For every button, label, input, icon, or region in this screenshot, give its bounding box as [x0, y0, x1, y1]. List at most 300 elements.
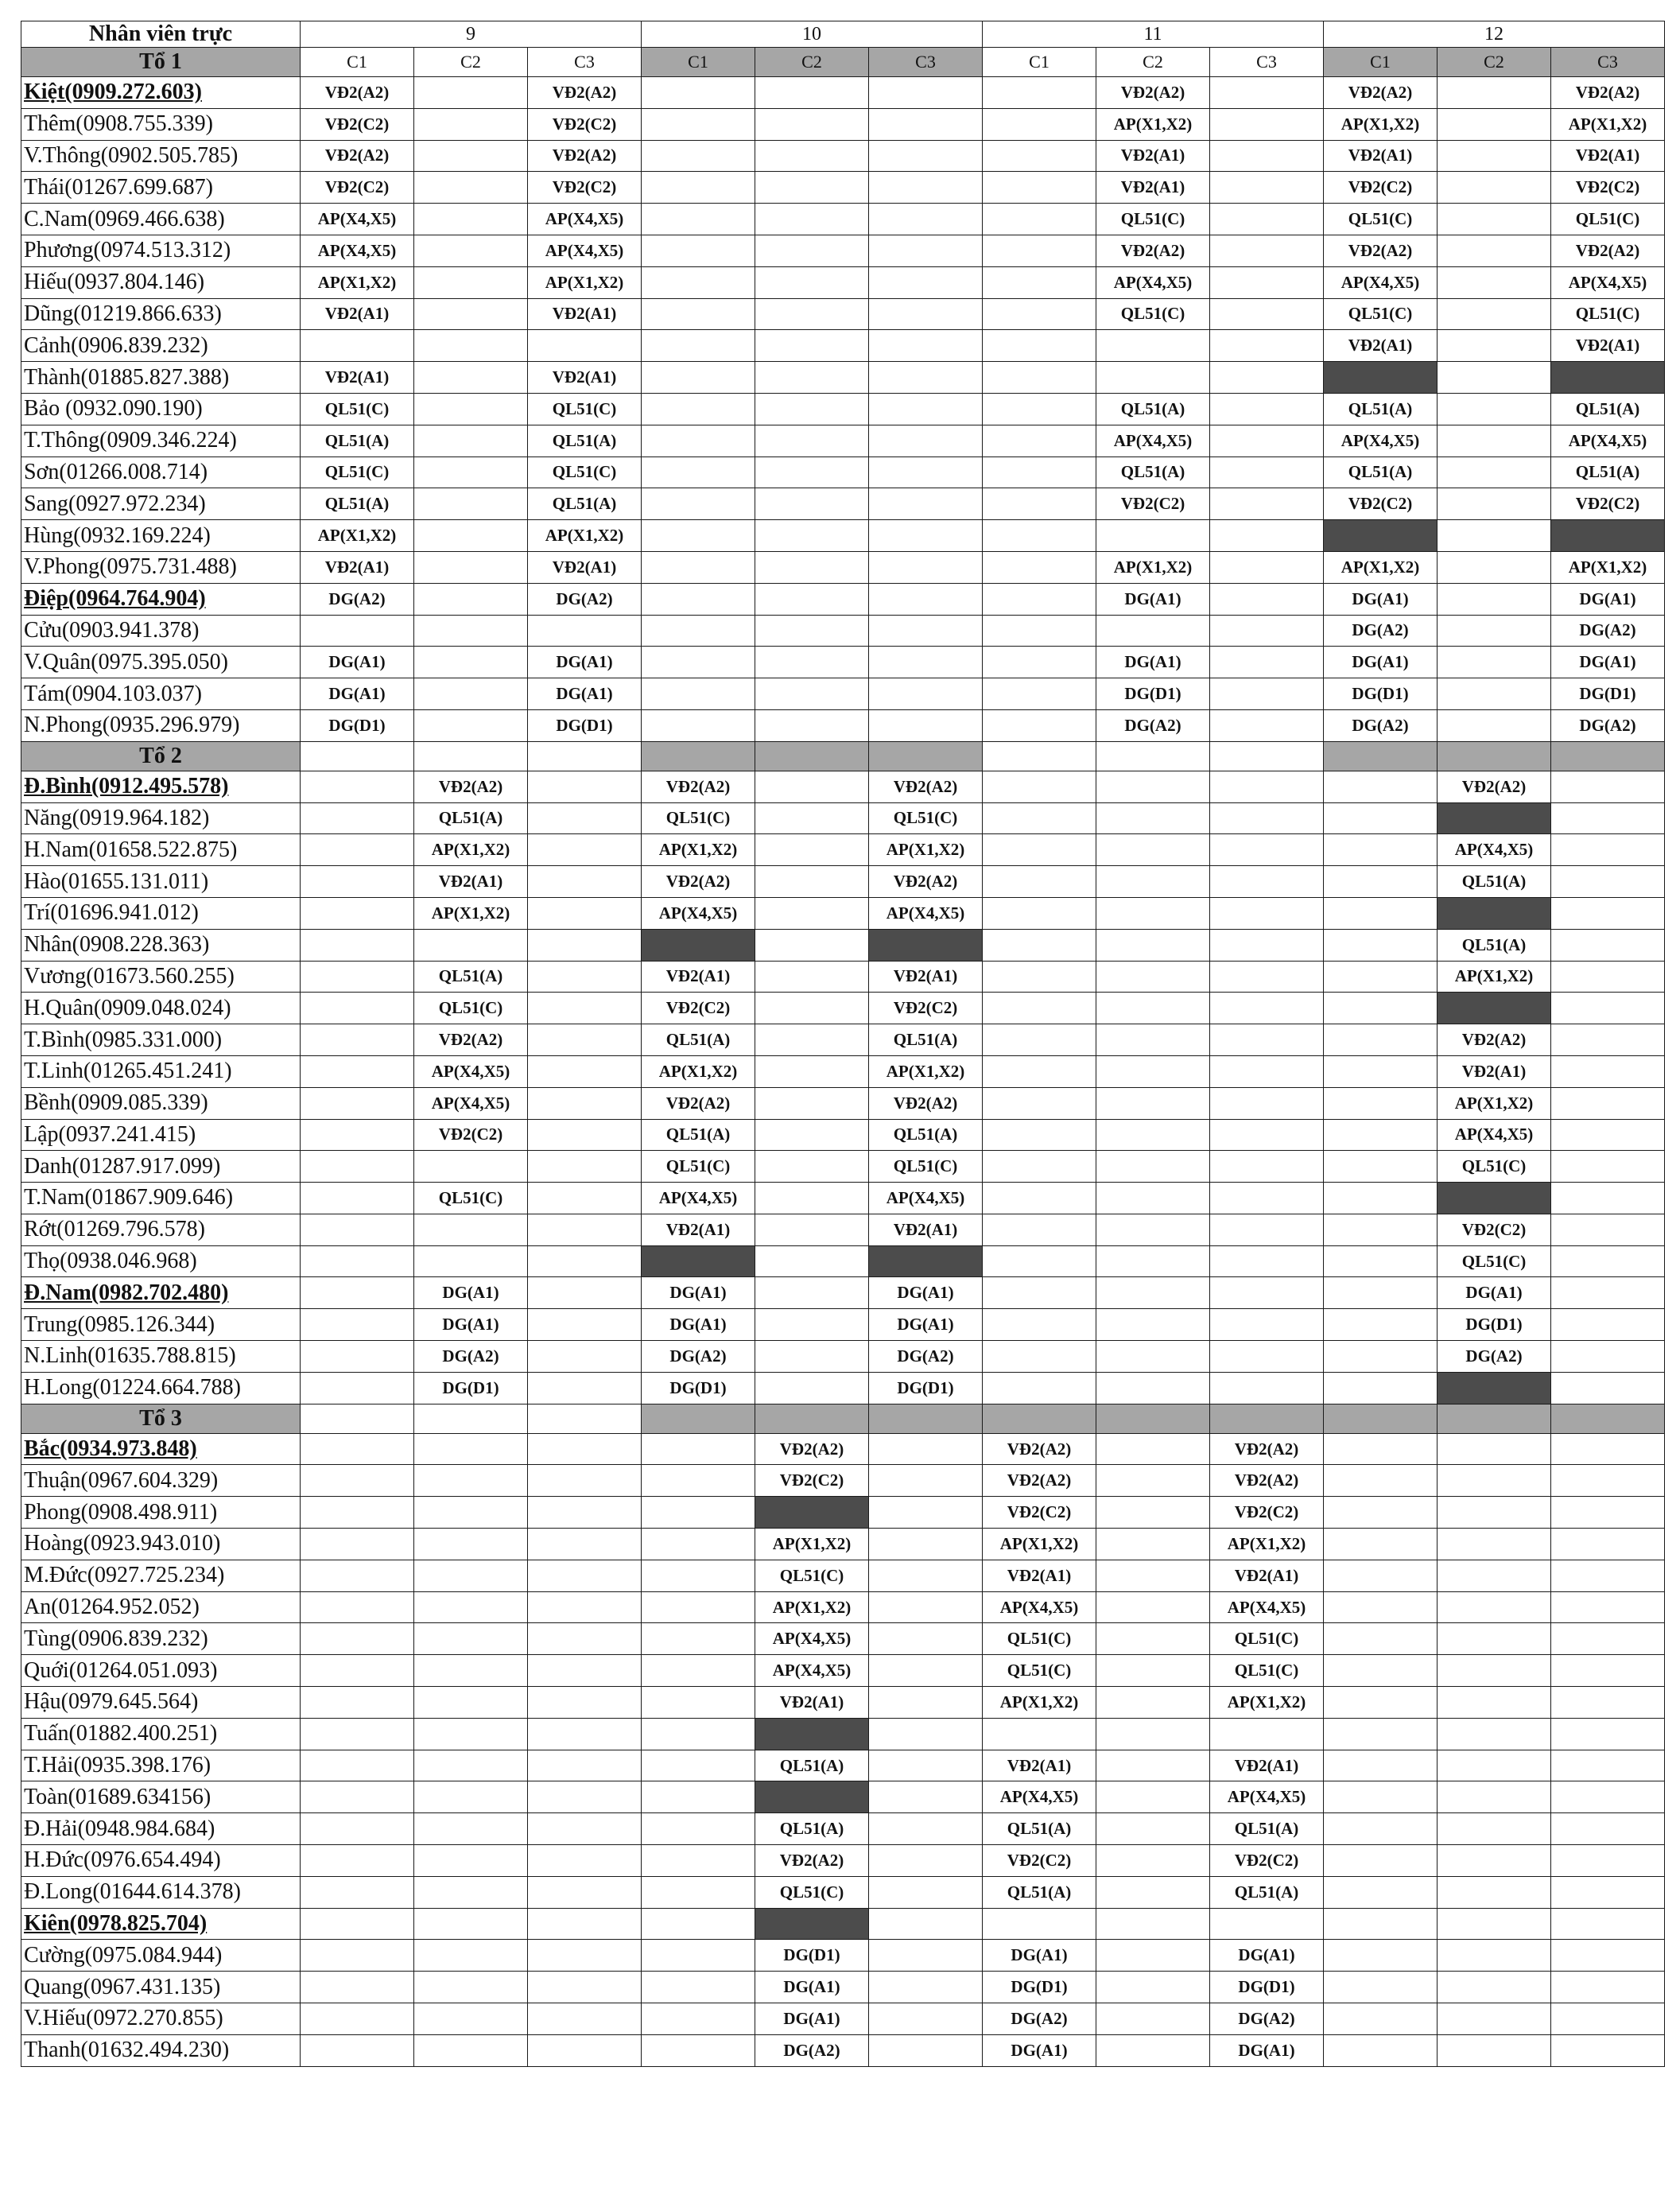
table-row — [21, 615, 1665, 647]
blocked-cell — [642, 1245, 755, 1277]
assignment-cell: VĐ2(A1) — [1210, 1560, 1324, 1591]
assignment-cell — [414, 457, 528, 488]
assignment-cell: AP(X4,X5) — [642, 897, 755, 929]
assignment-cell — [1438, 709, 1551, 741]
assignment-cell: VĐ2(A2) — [983, 1465, 1096, 1497]
staff-name: T.Linh(01265.451.241) — [21, 1055, 301, 1087]
assignment-cell — [528, 1214, 642, 1245]
table-row — [21, 362, 1665, 394]
assignment-cell — [1438, 1940, 1551, 1972]
assignment-cell — [1438, 1876, 1551, 1908]
assignment-cell — [528, 1845, 642, 1877]
staff-name: T.Thông(0909.346.224) — [21, 425, 301, 457]
assignment-cell — [528, 1309, 642, 1341]
assignment-cell: QL51(C) — [1324, 204, 1438, 235]
assignment-cell — [642, 2003, 755, 2035]
assignment-cell — [983, 1908, 1096, 1940]
assignment-cell — [755, 771, 869, 802]
assignment-cell — [301, 1087, 414, 1119]
assignment-cell — [869, 266, 983, 298]
assignment-cell — [1551, 1940, 1665, 1972]
assignment-cell — [1551, 1529, 1665, 1560]
assignment-cell — [642, 362, 755, 394]
shift-header — [528, 1404, 642, 1433]
assignment-cell — [1096, 330, 1210, 362]
staff-name: Cường(0975.084.944) — [21, 1940, 301, 1972]
assignment-cell — [642, 1908, 755, 1940]
assignment-cell — [642, 1591, 755, 1623]
assignment-cell — [1210, 678, 1324, 710]
assignment-cell: AP(X4,X5) — [528, 204, 642, 235]
day-header: 12 — [1324, 21, 1665, 48]
team-lead-name: Đ.Bình(0912.495.578) — [21, 771, 301, 802]
table-row — [21, 488, 1665, 520]
assignment-cell — [642, 393, 755, 425]
assignment-cell: DG(A2) — [1551, 615, 1665, 647]
assignment-cell — [528, 1687, 642, 1719]
assignment-cell: DG(A1) — [1096, 647, 1210, 678]
assignment-cell — [1551, 1151, 1665, 1183]
assignment-cell: DG(A1) — [869, 1309, 983, 1341]
shift-header — [1096, 741, 1210, 771]
assignment-cell: AP(X1,X2) — [1096, 108, 1210, 140]
blocked-cell — [1438, 1372, 1551, 1404]
staff-name: Thuận(0967.604.329) — [21, 1465, 301, 1497]
assignment-cell — [983, 108, 1096, 140]
assignment-cell — [1210, 362, 1324, 394]
blocked-cell — [1438, 993, 1551, 1024]
assignment-cell — [869, 583, 983, 615]
assignment-cell — [1096, 1687, 1210, 1719]
staff-name: Thọ(0938.046.968) — [21, 1245, 301, 1277]
assignment-cell: AP(X1,X2) — [414, 897, 528, 929]
assignment-cell — [528, 1718, 642, 1750]
assignment-cell — [414, 1845, 528, 1877]
assignment-cell — [642, 1560, 755, 1591]
table-row — [21, 1908, 1665, 1940]
staff-name: Hùng(0932.169.224) — [21, 520, 301, 552]
assignment-cell: AP(X1,X2) — [1210, 1687, 1324, 1719]
assignment-cell — [528, 929, 642, 961]
day-header: 9 — [301, 21, 642, 48]
assignment-cell — [1096, 1341, 1210, 1373]
table-row — [21, 1341, 1665, 1373]
assignment-cell — [983, 1214, 1096, 1245]
assignment-cell — [301, 1309, 414, 1341]
assignment-cell — [1438, 393, 1551, 425]
staff-name: Trí(01696.941.012) — [21, 897, 301, 929]
assignment-cell — [414, 615, 528, 647]
assignment-cell: VĐ2(C2) — [414, 1119, 528, 1151]
assignment-cell — [1324, 2034, 1438, 2066]
assignment-cell — [1324, 1309, 1438, 1341]
assignment-cell — [528, 1623, 642, 1655]
assignment-cell: AP(X1,X2) — [983, 1529, 1096, 1560]
assignment-cell: AP(X4,X5) — [301, 235, 414, 266]
assignment-cell — [1551, 2034, 1665, 2066]
assignment-cell: VĐ2(A2) — [869, 771, 983, 802]
assignment-cell: QL51(C) — [1551, 298, 1665, 330]
assignment-cell: AP(X1,X2) — [983, 1687, 1096, 1719]
assignment-cell — [1096, 1940, 1210, 1972]
assignment-cell — [301, 1433, 414, 1465]
assignment-cell — [1551, 1781, 1665, 1813]
assignment-cell — [414, 583, 528, 615]
assignment-cell — [755, 1245, 869, 1277]
staff-name: Dũng(01219.866.633) — [21, 298, 301, 330]
assignment-cell — [642, 1813, 755, 1845]
table-row — [21, 1560, 1665, 1591]
staff-name: H.Long(01224.664.788) — [21, 1372, 301, 1404]
assignment-cell: VĐ2(C2) — [1551, 488, 1665, 520]
group-header-row — [21, 741, 1665, 771]
assignment-cell — [414, 1151, 528, 1183]
assignment-cell: VĐ2(C2) — [528, 108, 642, 140]
assignment-cell — [1324, 1940, 1438, 1972]
assignment-cell — [1438, 2003, 1551, 2035]
assignment-cell — [1096, 1277, 1210, 1309]
staff-header-title: Nhân viên trực — [21, 21, 301, 48]
assignment-cell: AP(X4,X5) — [301, 204, 414, 235]
assignment-cell — [1324, 1183, 1438, 1214]
staff-name: Rớt(01269.796.578) — [21, 1214, 301, 1245]
blocked-cell — [869, 1245, 983, 1277]
assignment-cell — [414, 1497, 528, 1529]
assignment-cell — [983, 393, 1096, 425]
assignment-cell: AP(X1,X2) — [755, 1529, 869, 1560]
assignment-cell — [1210, 929, 1324, 961]
assignment-cell: QL51(C) — [528, 457, 642, 488]
assignment-cell — [755, 204, 869, 235]
shift-header: C3 — [528, 48, 642, 77]
assignment-cell — [528, 897, 642, 929]
assignment-cell: QL51(A) — [301, 488, 414, 520]
assignment-cell: QL51(C) — [1096, 298, 1210, 330]
assignment-cell — [642, 457, 755, 488]
assignment-cell — [1324, 1245, 1438, 1277]
table-row — [21, 647, 1665, 678]
assignment-cell: QL51(C) — [1210, 1623, 1324, 1655]
table-row — [21, 1465, 1665, 1497]
assignment-cell: AP(X4,X5) — [869, 1183, 983, 1214]
assignment-cell — [1438, 266, 1551, 298]
assignment-cell — [755, 457, 869, 488]
assignment-cell — [642, 2034, 755, 2066]
assignment-cell — [1210, 993, 1324, 1024]
table-row — [21, 172, 1665, 204]
assignment-cell — [301, 993, 414, 1024]
assignment-cell: VĐ2(A2) — [528, 140, 642, 172]
assignment-cell: VĐ2(A2) — [1096, 77, 1210, 109]
assignment-cell — [983, 866, 1096, 898]
assignment-cell — [414, 172, 528, 204]
table-row — [21, 1687, 1665, 1719]
assignment-cell — [528, 2003, 642, 2035]
table-row — [21, 897, 1665, 929]
assignment-cell — [1324, 1433, 1438, 1465]
assignment-cell: AP(X4,X5) — [1438, 834, 1551, 866]
shift-header — [1438, 1404, 1551, 1433]
assignment-cell — [1096, 1813, 1210, 1845]
assignment-cell — [983, 583, 1096, 615]
assignment-cell — [983, 615, 1096, 647]
assignment-cell — [528, 1876, 642, 1908]
assignment-cell: DG(D1) — [1096, 678, 1210, 710]
assignment-cell: DG(A2) — [983, 2003, 1096, 2035]
assignment-cell — [414, 709, 528, 741]
assignment-cell — [301, 1245, 414, 1277]
assignment-cell: AP(X1,X2) — [528, 520, 642, 552]
assignment-cell — [869, 1813, 983, 1845]
assignment-cell — [1438, 235, 1551, 266]
assignment-cell — [1324, 1024, 1438, 1056]
assignment-cell — [1210, 615, 1324, 647]
assignment-cell — [1438, 298, 1551, 330]
assignment-cell — [642, 488, 755, 520]
staff-name: Hậu(0979.645.564) — [21, 1687, 301, 1719]
assignment-cell — [528, 1465, 642, 1497]
assignment-cell — [1096, 1245, 1210, 1277]
assignment-cell — [301, 1655, 414, 1687]
day-header: 10 — [642, 21, 983, 48]
assignment-cell — [1551, 802, 1665, 834]
assignment-cell — [869, 1972, 983, 2003]
staff-name: T.Bình(0985.331.000) — [21, 1024, 301, 1056]
assignment-cell — [301, 1529, 414, 1560]
assignment-cell — [1210, 771, 1324, 802]
assignment-cell — [1210, 866, 1324, 898]
assignment-cell — [1438, 647, 1551, 678]
assignment-cell — [755, 993, 869, 1024]
assignment-cell — [869, 1845, 983, 1877]
assignment-cell — [1210, 393, 1324, 425]
staff-name: Cảnh(0906.839.232) — [21, 330, 301, 362]
assignment-cell: DG(A1) — [983, 2034, 1096, 2066]
assignment-cell — [414, 1940, 528, 1972]
assignment-cell — [1096, 1372, 1210, 1404]
shift-header — [1324, 741, 1438, 771]
assignment-cell: VĐ2(A2) — [414, 1024, 528, 1056]
assignment-cell — [1096, 1465, 1210, 1497]
assignment-cell: VĐ2(A1) — [1551, 140, 1665, 172]
assignment-cell — [642, 1433, 755, 1465]
assignment-cell: AP(X4,X5) — [1438, 1119, 1551, 1151]
assignment-cell — [1551, 1687, 1665, 1719]
assignment-cell: QL51(C) — [1324, 298, 1438, 330]
blocked-cell — [755, 1718, 869, 1750]
assignment-cell: DG(A2) — [1438, 1341, 1551, 1373]
table-row — [21, 1151, 1665, 1183]
assignment-cell — [1096, 897, 1210, 929]
assignment-cell — [414, 1908, 528, 1940]
assignment-cell — [414, 2034, 528, 2066]
assignment-cell — [755, 488, 869, 520]
assignment-cell — [983, 330, 1096, 362]
assignment-cell — [1324, 929, 1438, 961]
shift-header: C2 — [1438, 48, 1551, 77]
assignment-cell — [1324, 897, 1438, 929]
assignment-cell — [1210, 1245, 1324, 1277]
shift-header — [414, 741, 528, 771]
assignment-cell: AP(X4,X5) — [414, 1055, 528, 1087]
staff-name: Quới(01264.051.093) — [21, 1655, 301, 1687]
assignment-cell: QL51(A) — [1096, 457, 1210, 488]
assignment-cell — [869, 1591, 983, 1623]
assignment-cell: QL51(A) — [1438, 929, 1551, 961]
assignment-cell: DG(D1) — [642, 1372, 755, 1404]
assignment-cell — [528, 1119, 642, 1151]
blocked-cell — [1324, 362, 1438, 394]
assignment-cell: QL51(A) — [1096, 393, 1210, 425]
assignment-cell: AP(X1,X2) — [1324, 108, 1438, 140]
assignment-cell — [642, 1972, 755, 2003]
assignment-cell — [1096, 1087, 1210, 1119]
assignment-cell — [1324, 1781, 1438, 1813]
table-row — [21, 393, 1665, 425]
table-row — [21, 1372, 1665, 1404]
assignment-cell — [414, 1750, 528, 1781]
table-row — [21, 520, 1665, 552]
assignment-cell — [1210, 1341, 1324, 1373]
staff-name: N.Linh(01635.788.815) — [21, 1341, 301, 1373]
staff-name: Đ.Hải(0948.984.684) — [21, 1813, 301, 1845]
assignment-cell — [528, 993, 642, 1024]
assignment-cell — [983, 1341, 1096, 1373]
assignment-cell — [755, 1119, 869, 1151]
assignment-cell — [301, 771, 414, 802]
assignment-cell — [755, 298, 869, 330]
assignment-cell — [1324, 1655, 1438, 1687]
assignment-cell — [755, 235, 869, 266]
assignment-cell — [1096, 834, 1210, 866]
assignment-cell — [983, 140, 1096, 172]
assignment-cell: AP(X4,X5) — [755, 1655, 869, 1687]
assignment-cell — [414, 108, 528, 140]
assignment-cell: DG(A1) — [642, 1309, 755, 1341]
shift-header: C1 — [983, 48, 1096, 77]
assignment-cell — [869, 1560, 983, 1591]
assignment-cell: VĐ2(A2) — [301, 140, 414, 172]
assignment-cell — [755, 1214, 869, 1245]
assignment-cell: VĐ2(A2) — [869, 866, 983, 898]
table-row — [21, 1277, 1665, 1309]
assignment-cell — [1096, 1151, 1210, 1183]
assignment-cell — [642, 1845, 755, 1877]
assignment-cell: VĐ2(C2) — [869, 993, 983, 1024]
table-row — [21, 1497, 1665, 1529]
shift-header — [1438, 741, 1551, 771]
assignment-cell — [642, 298, 755, 330]
assignment-cell: QL51(A) — [414, 802, 528, 834]
assignment-cell: DG(A1) — [1438, 1277, 1551, 1309]
assignment-cell — [983, 520, 1096, 552]
assignment-cell — [414, 678, 528, 710]
group-label: Tổ 2 — [21, 741, 301, 771]
shift-header — [755, 741, 869, 771]
staff-name: Vương(01673.560.255) — [21, 961, 301, 993]
assignment-cell — [301, 1940, 414, 1972]
assignment-cell — [1210, 897, 1324, 929]
table-row — [21, 425, 1665, 457]
table-row — [21, 1813, 1665, 1845]
assignment-cell — [983, 77, 1096, 109]
assignment-cell: AP(X1,X2) — [642, 834, 755, 866]
assignment-cell: AP(X1,X2) — [301, 520, 414, 552]
assignment-cell — [301, 1687, 414, 1719]
assignment-cell — [301, 802, 414, 834]
assignment-cell: DG(A1) — [414, 1277, 528, 1309]
assignment-cell: DG(A1) — [528, 647, 642, 678]
team-lead-name: Điệp(0964.764.904) — [21, 583, 301, 615]
assignment-cell — [301, 1497, 414, 1529]
assignment-cell: VĐ2(A1) — [1551, 330, 1665, 362]
assignment-cell — [755, 1087, 869, 1119]
assignment-cell: VĐ2(A1) — [301, 362, 414, 394]
assignment-cell — [1438, 1529, 1551, 1560]
assignment-cell — [983, 1372, 1096, 1404]
assignment-cell — [414, 1972, 528, 2003]
staff-name: V.Quân(0975.395.050) — [21, 647, 301, 678]
assignment-cell — [1438, 77, 1551, 109]
assignment-cell: QL51(A) — [1324, 457, 1438, 488]
assignment-cell — [414, 1655, 528, 1687]
blocked-cell — [1324, 520, 1438, 552]
team-lead-name: Kiệt(0909.272.603) — [21, 77, 301, 109]
shift-header — [1096, 1404, 1210, 1433]
assignment-cell — [414, 235, 528, 266]
assignment-cell: DG(A1) — [983, 1940, 1096, 1972]
assignment-cell — [1438, 1813, 1551, 1845]
assignment-cell — [1324, 866, 1438, 898]
assignment-cell — [1096, 1497, 1210, 1529]
assignment-cell — [1551, 1309, 1665, 1341]
assignment-cell — [528, 1560, 642, 1591]
staff-name: N.Phong(0935.296.979) — [21, 709, 301, 741]
team-lead-name: Đ.Nam(0982.702.480) — [21, 1277, 301, 1309]
assignment-cell — [301, 1372, 414, 1404]
assignment-cell — [1551, 1560, 1665, 1591]
blocked-cell — [1551, 520, 1665, 552]
assignment-cell: QL51(C) — [1438, 1245, 1551, 1277]
assignment-cell — [1096, 2034, 1210, 2066]
assignment-cell — [1551, 1245, 1665, 1277]
assignment-cell — [755, 1277, 869, 1309]
assignment-cell: QL51(A) — [869, 1119, 983, 1151]
duty-roster-table — [21, 21, 1665, 2067]
assignment-cell — [414, 1623, 528, 1655]
assignment-cell — [983, 834, 1096, 866]
assignment-cell — [1324, 1813, 1438, 1845]
assignment-cell — [1096, 1845, 1210, 1877]
assignment-cell: AP(X4,X5) — [1210, 1781, 1324, 1813]
assignment-cell — [869, 1750, 983, 1781]
assignment-cell — [1096, 1718, 1210, 1750]
assignment-cell: VĐ2(A2) — [869, 1087, 983, 1119]
assignment-cell — [1210, 834, 1324, 866]
assignment-cell — [1551, 1813, 1665, 1845]
assignment-cell — [1438, 1433, 1551, 1465]
assignment-cell — [1551, 961, 1665, 993]
assignment-cell — [1210, 425, 1324, 457]
assignment-cell — [1096, 1876, 1210, 1908]
table-row — [21, 993, 1665, 1024]
assignment-cell: DG(D1) — [1438, 1309, 1551, 1341]
assignment-cell — [414, 298, 528, 330]
assignment-cell — [1096, 771, 1210, 802]
assignment-cell: DG(A1) — [755, 2003, 869, 2035]
assignment-cell — [1324, 1465, 1438, 1497]
assignment-cell — [1324, 802, 1438, 834]
